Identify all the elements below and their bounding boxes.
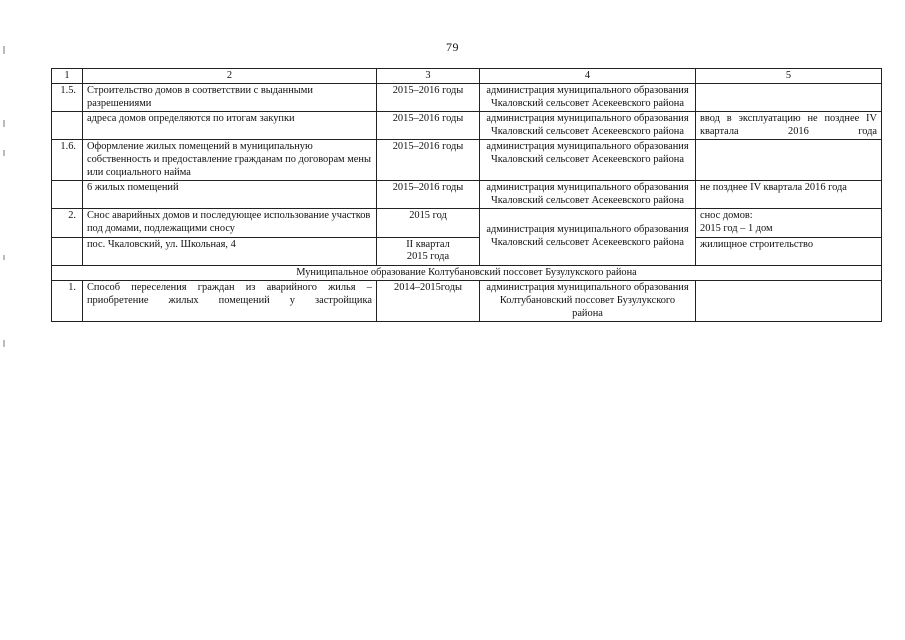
result-cell: [696, 209, 882, 237]
column-header: 4: [480, 69, 696, 84]
result-line: снос домов:: [700, 210, 753, 222]
period-cell: 2015–2016 годы: [377, 112, 480, 140]
section-header-row: [52, 265, 882, 281]
responsible-cell: администрация муниципального образования Чкаловский сельсовет Асекеевского района: [480, 84, 696, 112]
section-title: Муниципальное образование Колтубановский поссовет Бузулукского района: [52, 265, 882, 281]
period-cell: 2014–2015годы: [377, 281, 480, 322]
margin-mark: [3, 340, 5, 347]
period-cell: 2015–2016 годы: [377, 140, 480, 181]
column-header: 5: [696, 69, 882, 84]
result-line: 2015 год – 1 дом: [700, 222, 773, 234]
plan-table: [51, 68, 882, 322]
measure-cell: пос. Чкаловский, ул. Школьная, 4: [83, 237, 377, 265]
result-cell: ввод в эксплуатацию не позднее IV квартала 2016 года: [696, 112, 882, 140]
responsible-cell: администрация муниципального образования Чкаловский сельсовет Асекеевского района: [480, 181, 696, 209]
table-row: [52, 140, 882, 181]
measure-cell: Строительство домов в соответствии с выданными разрешениями: [83, 84, 377, 112]
result-cell: [696, 281, 882, 322]
row-number: 1.: [52, 281, 83, 322]
row-number: 1.6.: [52, 140, 83, 181]
table-row: [52, 112, 882, 140]
row-number: [52, 112, 83, 140]
responsible-cell: администрация муниципального образования Колтубановский поссовет Бузулукского района: [480, 281, 696, 322]
measure-cell: Способ переселения граждан из аварийного жилья – приобретение жилых помещений у застройщика: [83, 281, 377, 322]
responsible-cell: администрация муниципального образования Чкаловский сельсовет Асекеевского района: [480, 112, 696, 140]
result-cell: не позднее IV квартала 2016 года: [696, 181, 882, 209]
period-cell: [377, 237, 480, 265]
margin-mark: [3, 255, 5, 260]
measure-cell: Снос аварийных домов и последующее использование участков под домами, подлежащими сносу: [83, 209, 377, 237]
period-cell: 2015–2016 годы: [377, 84, 480, 112]
column-header: 1: [52, 69, 83, 84]
measure-cell: 6 жилых помещений: [83, 181, 377, 209]
table-row: [52, 209, 882, 237]
table-row: [52, 181, 882, 209]
result-cell: [696, 140, 882, 181]
page-number: 79: [446, 40, 459, 54]
column-header: 2: [83, 69, 377, 84]
row-number: 1.5.: [52, 84, 83, 112]
margin-mark: [3, 150, 5, 156]
result-cell: жилищное строительство: [696, 237, 882, 265]
row-number: 2.: [52, 209, 83, 237]
period-cell: 2015–2016 годы: [377, 181, 480, 209]
responsible-cell: администрация муниципального образования Чкаловский сельсовет Асекеевского района: [480, 140, 696, 181]
table-row: [52, 84, 882, 112]
table-header-row: [52, 69, 882, 84]
row-number: [52, 181, 83, 209]
table-row: [52, 237, 882, 265]
row-number: [52, 237, 83, 265]
period-line: 2015 года: [406, 251, 450, 263]
measure-cell: Оформление жилых помещений в муниципальную собственность и предоставление гражданам по договорам мены или социального найма: [83, 140, 377, 181]
responsible-cell: администрация муниципального образования Чкаловский сельсовет Асекеевского района: [480, 209, 696, 265]
result-cell: [696, 84, 882, 112]
period-line: II квартал: [406, 238, 450, 250]
measure-cell: адреса домов определяются по итогам закупки: [83, 112, 377, 140]
margin-mark: [3, 120, 5, 127]
column-header: 3: [377, 69, 480, 84]
table-row: [52, 281, 882, 322]
period-cell: 2015 год: [377, 209, 480, 237]
